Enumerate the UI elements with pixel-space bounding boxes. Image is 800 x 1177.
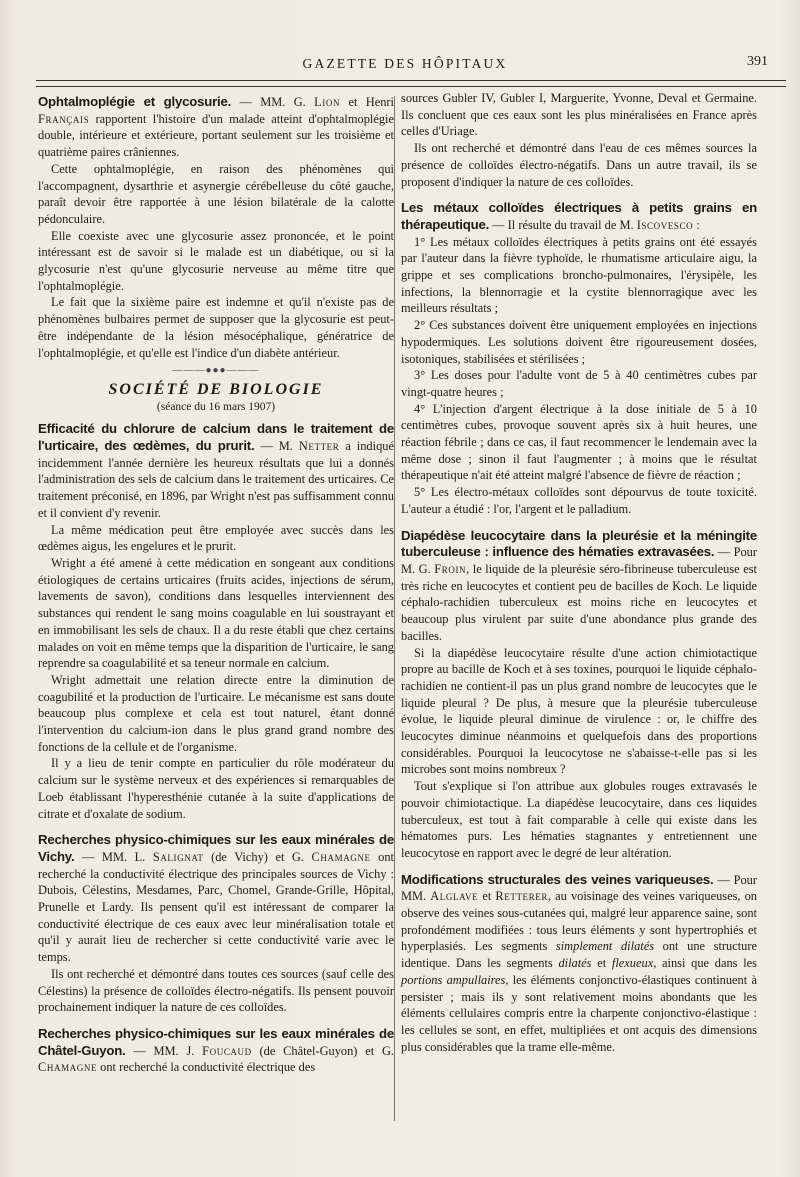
body-text: et xyxy=(591,956,612,971)
body-text: , les éléments conjonctivo-élastiques continuent à persister ; mais ils y sont relativement moins abondants que les éléments cellulaires compris entre la charpente conjonctivo-élastique : les cellules se sont, en effet, multipliées et ont acquis des dimensions plus considérables que la trame elle-même. xyxy=(401,972,757,1054)
byline-text: — Pour M. G. xyxy=(401,545,757,576)
article-title: Recherches physico-chimiques sur les eaux minérales de Vichy. xyxy=(38,832,394,864)
body-text: a indiqué incidemment l'année dernière les heureux résultats que lui a donnés l'administration des sels de calcium dans le traitement des urticaires. Ce traitement préconisé, en 1896, par Wright n'est pas suffisamment connu et il convient d'y revenir. xyxy=(38,439,394,520)
article-paragraph xyxy=(38,94,394,161)
page-number: 391 xyxy=(747,54,768,69)
article-paragraph: Si la diapédèse leucocytaire résulte d'une action chimiotactique propre au bacille de Koch et à ses toxines, pourquoi le liquide céphalo-rachidien ne contient-il pas un plus grand nombre de leucocytes que le liquide pleural ? De plus, à mesure que la pleurésie tuberculeuse évolue, le liquide pleural diminue de virulence : or, le chiffre des leucocytes diminue néanmoins et quelquefois dans des proportions considérables. Pourquoi la leucocytose ne s'abaisse-t-elle pas si les microbes sont moins nombreux ? xyxy=(401,645,757,777)
article-title: Les métaux colloïdes électriques à petits grains en thérapeutique. xyxy=(401,200,757,232)
byline-text: — Il résulte du travail de M. xyxy=(489,217,637,232)
article-paragraph: Le fait que la sixième paire est indemne et qu'il n'existe pas de phénomènes bulbaires permet de supposer que la glycosurie est peut-être indépendante de la lésion mésocéphalique, génératrice de l'ophtalmoplégie, et qu'elle est l'indice d'un diabète antérieur. xyxy=(38,295,394,360)
article-title: Recherches physico-chimiques sur les eaux minérales de Châtel-Guyon. xyxy=(38,1025,394,1058)
body-text: , ainsi que dans les xyxy=(653,956,757,971)
byline-text: (de Vichy) et G. xyxy=(203,849,312,864)
author-name: Chamagne xyxy=(311,849,371,864)
article-ophtalmoplegie xyxy=(38,94,394,361)
article-title: Efficacité du chlorure de calcium dans le traitement de l'urticaire, des œdèmes, du prurit. xyxy=(38,421,394,454)
emphasis-text: dilatés xyxy=(558,956,592,971)
body-text: rapportent l'histoire d'un malade atteint d'ophtalmoplégie double, intérieure et extérieure, portant seulement sur les troisième et quatrième paires crâniennes. xyxy=(38,111,394,160)
body-text: ont recherché la conductivité électrique des principales sources de Vichy : Dubois, Célestins, Mesdames, Parc, Chomel, Grande-Grille, Hôpital, Prunelle et Lardy. Ils pensent qu'il est intéressant de comparer la conductivité électrique de ces eaux avec leur minéralisation totale et qu'il y aurait lieu de rechercher si cette conductivité varie avec le temps. xyxy=(38,849,394,965)
article-chlorure-calcium xyxy=(38,421,394,822)
byline-text: et Henri xyxy=(340,95,394,109)
left-column xyxy=(38,90,394,1076)
page-header xyxy=(30,50,780,84)
author-name: Chamagne xyxy=(38,1060,98,1075)
author-name: Foucaud xyxy=(202,1043,252,1058)
body-text: ont une structure identique. Dans les segments xyxy=(401,939,757,971)
body-text: , au voisinage des veines variqueuses, on observe des veines sous-cutanées qui, malgré leur apparence saine, sont profondément modifiées : tous leurs éléments y sont hypertrophiés et hyperplasiés. Les segments xyxy=(401,889,758,954)
emphasis-text: portions ampullaires xyxy=(401,972,506,987)
list-item: 4° L'injection d'argent électrique à la dose initiale de 5 à 10 centimètres cubes, provoque souvent après six à huit heures, une réaction fébrile ; dans ce cas, il faut recommencer le lendemain avec la même dose ; sinon il faut l'augmenter ; à moins que le résultat thérapeutique n'ait été atteint malgré l'absence de fièvre de réaction ; xyxy=(401,401,757,483)
article-paragraph: Ils ont recherché et démontré dans l'eau de ces mêmes sources la présence de colloïdes électro-négatifs. Dans un autre travail, ils se proposent d'indiquer la nature de ces colloïdes. xyxy=(401,141,757,189)
byline-text: — MM. G. xyxy=(231,95,315,109)
article-vichy xyxy=(38,832,394,1016)
author-name: Retterer xyxy=(495,889,548,904)
byline-text: et xyxy=(478,889,496,904)
article-paragraph: Wright a été amené à cette médication en songeant aux conditions étiologiques de certains urticaires (fruits acides, injections de sérum, lavements de savon), conditions dans lesquelles interviennent des substances qui rendent le sang moins coagulable en lui soustrayant et en immobilisant les sels de chaux. Il a du reste établi que chez certains malades on voit en même temps que la disparition de l'urticaire, le sang reprendre sa coagulabilité et sa teneur normale en calcium. xyxy=(38,555,394,671)
article-paragraph: sources Gubler IV, Gubler I, Marguerite, Yvonne, Deval et Germaine. Ils concluent que ces eaux sont les plus minéralisées en France après celles d'Uriage. xyxy=(401,91,757,139)
byline-text: — MM. J. xyxy=(125,1043,203,1058)
article-title: Modifications structurales des veines variqueuses. xyxy=(401,871,714,887)
article-paragraph: Elle coexiste avec une glycosurie assez prononcée, et le point intéressant est de savoir si le malade est un diabétique, ou si la glycosurie n'est qu'une glycosurie nerveuse au même titre que l'ophtalmoplégie. xyxy=(38,228,394,293)
article-paragraph: Ils ont recherché et démontré dans toutes ces sources (sauf celle des Célestins) la présence de colloïdes électro-négatifs. Ils pensent pouvoir prochainement indiquer la nature de ces colloïdes. xyxy=(38,966,394,1015)
list-item: 2° Ces substances doivent être uniquement employées en injections hypodermiques. Les solutions doivent être rigoureusement dosées, isotoniques, stabilisées et stérilisées ; xyxy=(401,318,757,366)
author-name: Salignat xyxy=(152,849,204,864)
byline-text: (de Châtel-Guyon) et G. xyxy=(251,1043,394,1058)
author-name: Français xyxy=(38,111,90,126)
article-paragraph xyxy=(401,528,757,645)
emphasis-text: flexueux xyxy=(611,956,654,971)
right-column xyxy=(401,90,757,1055)
article-paragraph xyxy=(38,421,394,521)
running-title: GAZETTE DES HÔPITAUX xyxy=(302,56,508,71)
byline-text: — MM. L. xyxy=(74,849,153,864)
byline-text: — M. xyxy=(254,439,299,454)
author-name: Iscovesco xyxy=(636,217,694,232)
article-paragraph: Wright admettait une relation directe entre la diminution de coagubilité et la production de l'urticaire. Le mécanisme est sans doute beaucoup plus complexe et cela est tout naturel, étant donné l'intervention du calcium-ion dans le plus grand grand nombre des fonctions de la cellule et de l'organisme. xyxy=(38,672,394,754)
article-paragraph: Tout s'explique si l'on attribue aux globules rouges extravasés le pouvoir chimiotactique. La diapédèse leucocytaire, dans ces liquides tuberculeux, est tout à fait comparable à celle qui existe dans les hématomes purs. Les hématies stagnantes y entretiennent une leucocytose en rapport avec le degré de leur altération. xyxy=(401,779,757,860)
body-text: , le liquide de la pleurésie séro-fibrineuse tuberculeuse est très riche en leucocytes et contient peu de bacilles de Koch. Le liquide céphalo-rachidien tuberculeux est moins riche en leucocytes et beaucoup plus virulent par suite d'une abondance plus grande des bacilles. xyxy=(401,561,757,643)
author-name: Froin xyxy=(434,561,467,576)
article-paragraph xyxy=(401,872,757,1056)
article-chatel-guyon xyxy=(38,1026,394,1076)
list-item: 1° Les métaux colloïdes électriques à petits grains ont été essayés par l'auteur dans la fièvre typhoïde, le rhumatisme articulaire aigu, la grippe et ses complications broncho-pulmonaires, l'érysipèle, les infections, la blennorragie et la cystite blennorragique avec les meilleurs résultats ; xyxy=(401,234,757,316)
article-paragraph: Cette ophtalmoplégie, en raison des phénomènes qui l'accompagnent, dysarthrie et asynergie cérébelleuse du côté gauche, paraît devoir être rapportée à une lésion bilatérale de la calotte pédonculaire. xyxy=(38,161,394,226)
list-item: 5° Les électro-métaux colloïdes sont dépourvus de toute toxicité. L'auteur a étudié : l'or, l'argent et le palladium. xyxy=(401,485,757,516)
author-name: Alglave xyxy=(430,889,479,904)
author-name: Netter xyxy=(298,439,340,454)
article-veines-variqueuses xyxy=(401,872,757,1056)
byline-text: — Pour MM. xyxy=(401,872,757,904)
article-paragraph xyxy=(401,200,757,233)
article-title: Ophtalmoplégie et glycosurie. xyxy=(38,94,232,109)
article-paragraph: La même médication peut être employée avec succès dans les œdèmes aigus, les engelures et le prurit. xyxy=(38,522,394,554)
header-rule xyxy=(36,80,786,87)
article-paragraph xyxy=(38,1026,394,1076)
byline-text: : xyxy=(693,217,700,232)
column-divider xyxy=(394,96,395,1121)
article-chatel-guyon-continued xyxy=(401,90,757,190)
section-title: SOCIÉTÉ DE BIOLOGIE xyxy=(108,380,324,398)
article-paragraph: Il y a lieu de tenir compte en particulier du rôle modérateur du calcium sur le système nerveux et des expériences si remarquables de Loeb établissant l'hyperesthénie cutanée à la suite d'applications de citrate et d'oxalate de sodium. xyxy=(38,756,394,821)
article-diapedese xyxy=(401,528,757,862)
article-paragraph xyxy=(38,832,394,966)
section-ornament: ———●●●——— xyxy=(172,365,260,377)
author-name: Lion xyxy=(314,95,341,109)
list-item: 3° Les doses pour l'adulte vont de 5 à 40 centimètres cubes par vingt-quatre heures ; xyxy=(401,368,757,399)
section-session: (séance du 16 mars 1907) xyxy=(156,400,276,413)
emphasis-text: simplement dilatés xyxy=(555,939,655,954)
article-metaux-colloides xyxy=(401,200,757,517)
article-title: Diapédèse leucocytaire dans la pleurésie et la méningite tuberculeuse : influence des hématies extravasées. xyxy=(401,527,757,560)
body-text: ont recherché la conductivité électrique des xyxy=(97,1060,316,1075)
